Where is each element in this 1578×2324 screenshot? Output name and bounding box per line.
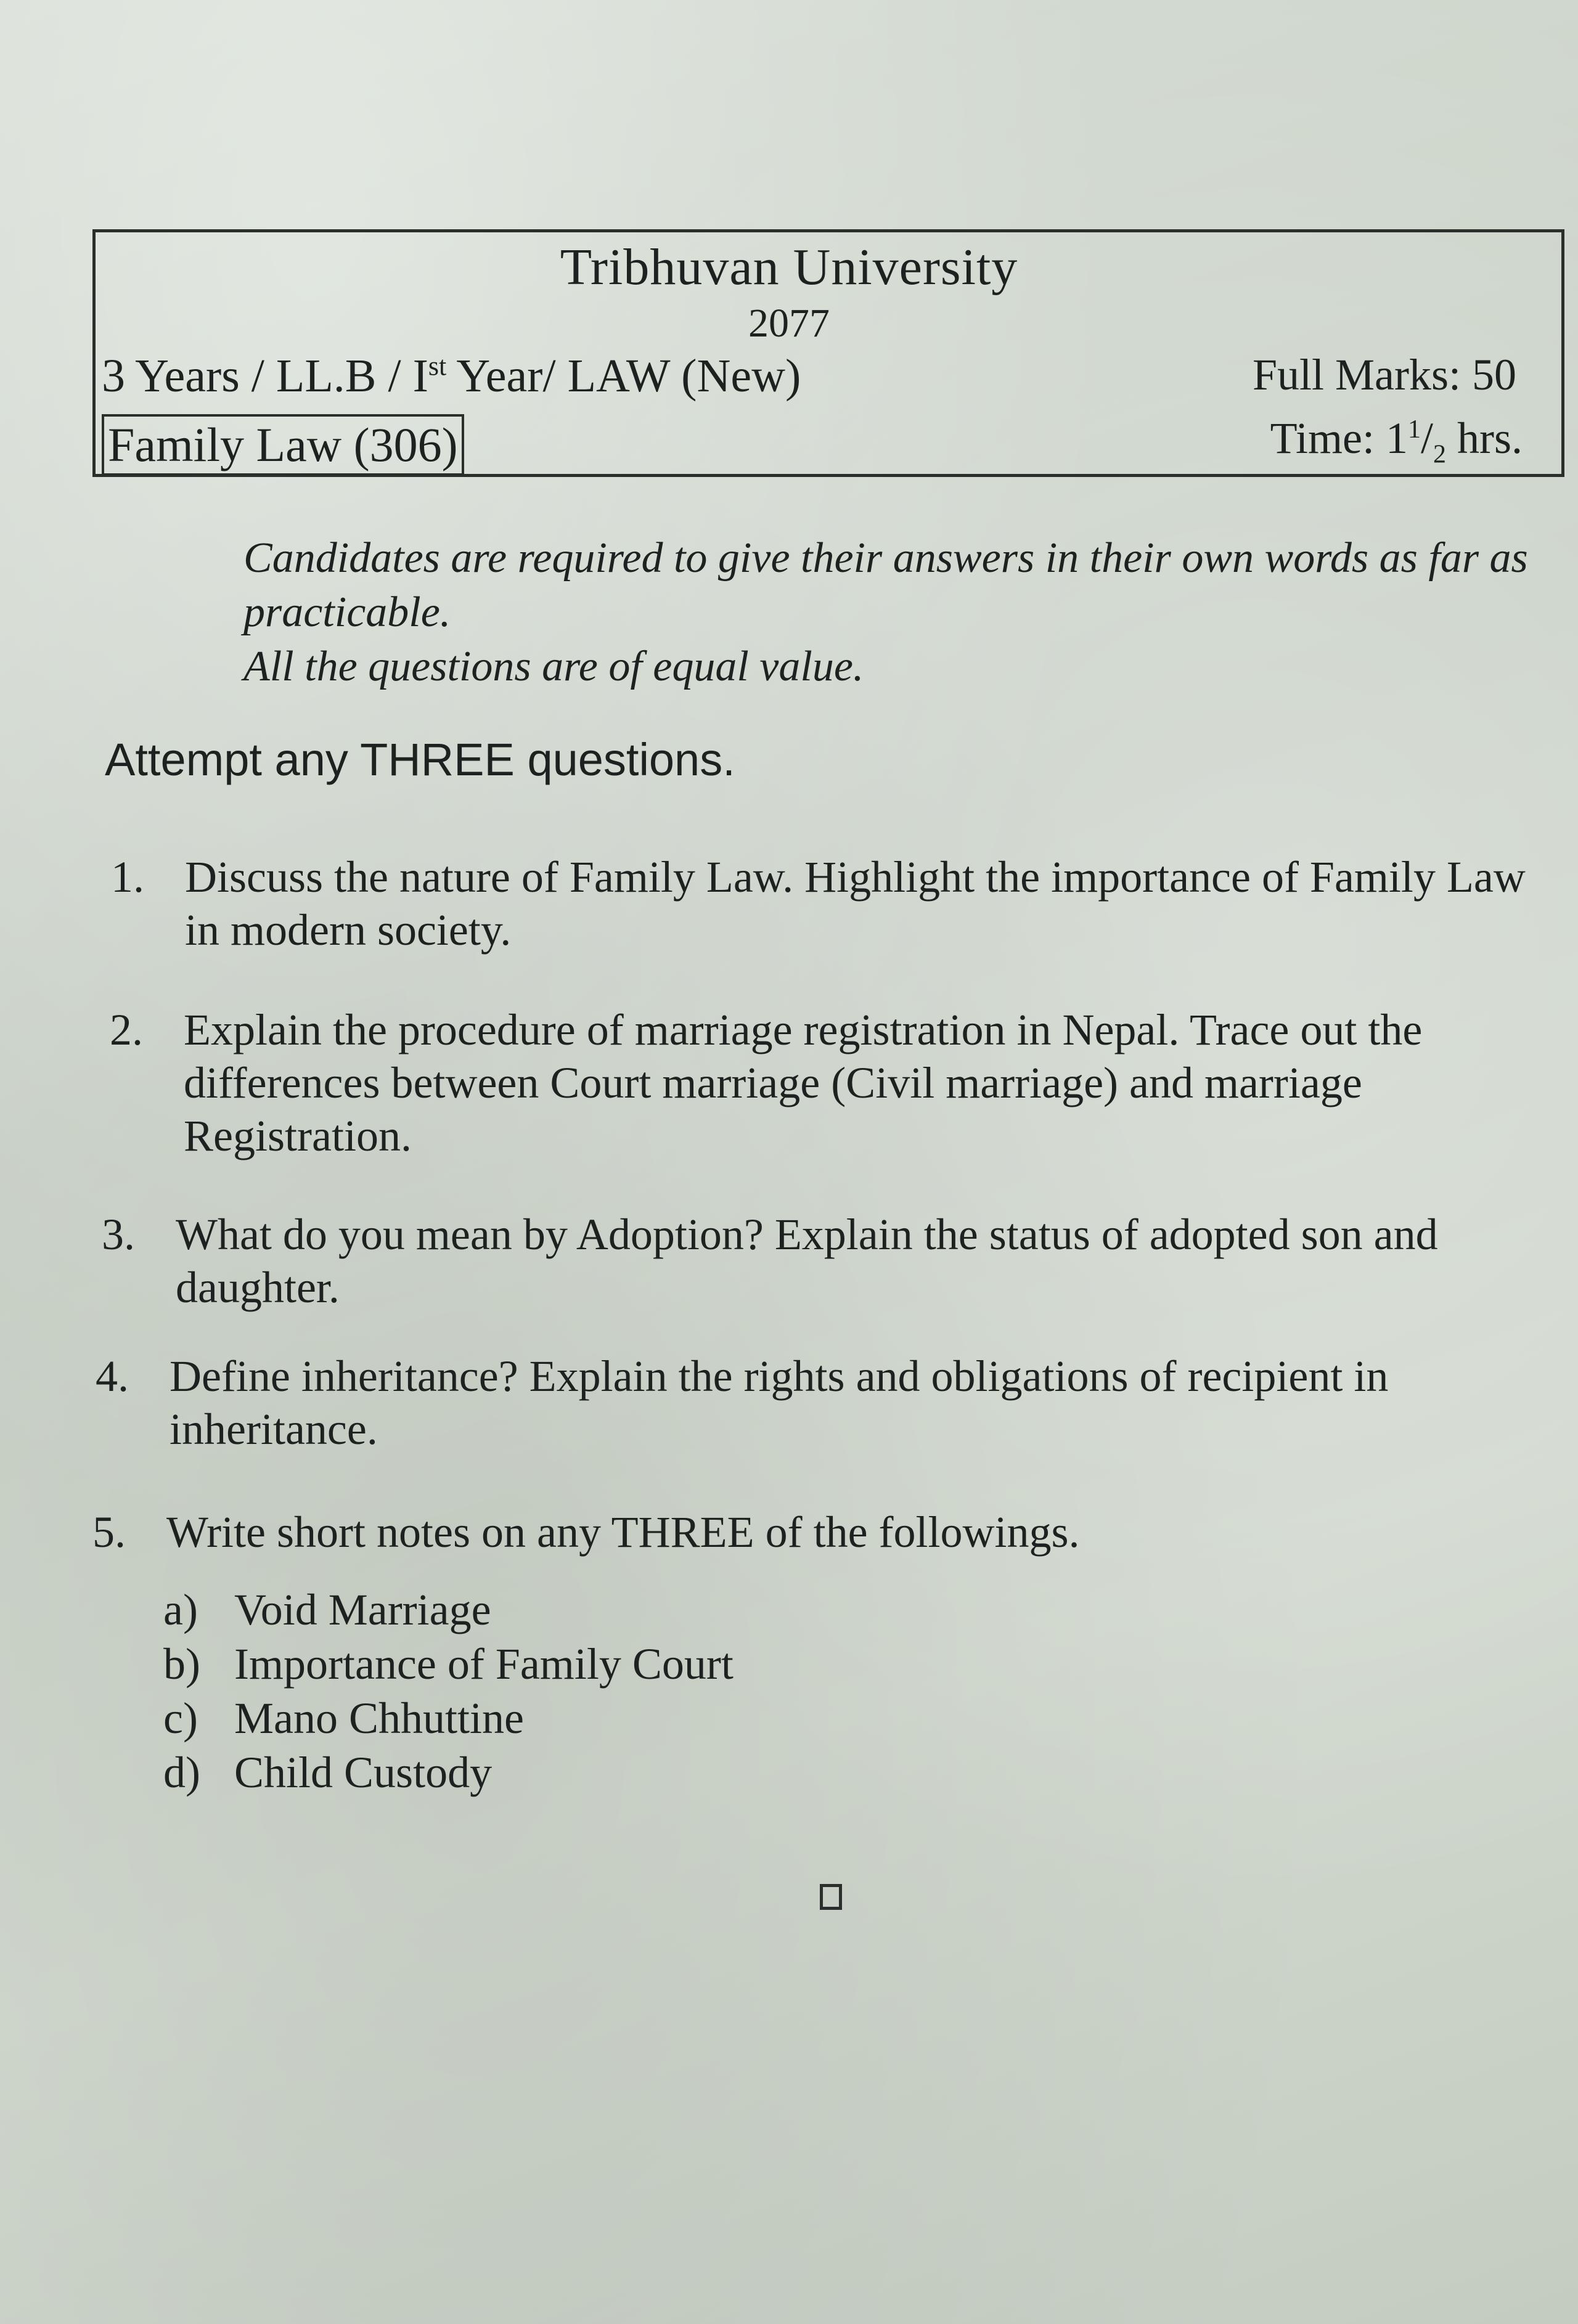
time-prefix: Time: 1	[1270, 414, 1408, 463]
course-title: Family Law (306)	[102, 414, 464, 476]
question-number: 3.	[102, 1210, 135, 1259]
end-mark-icon	[820, 1884, 842, 1910]
question-number: 2.	[110, 1005, 143, 1054]
item-letter: c)	[163, 1694, 198, 1743]
question-text: Write short notes on any THREE of the followings.	[166, 1507, 1080, 1557]
question-number: 1.	[111, 852, 144, 902]
list-item	[163, 1583, 734, 1637]
list-item	[163, 1637, 734, 1691]
time-allowed	[1270, 413, 1523, 469]
question-number: 5.	[92, 1507, 126, 1557]
time-suffix: hrs.	[1446, 414, 1523, 463]
item-text: Void Marriage	[234, 1585, 491, 1634]
item-text: Mano Chhuttine	[234, 1694, 524, 1743]
program-ordinal: st	[428, 351, 447, 381]
list-item	[163, 1691, 734, 1745]
time-numerator: 1	[1407, 415, 1421, 444]
question-text: What do you mean by Adoption? Explain the status of adopted son and daughter.	[176, 1210, 1438, 1312]
program-suffix: Year/ LAW (New)	[446, 350, 801, 402]
full-marks: Full Marks: 50	[1252, 350, 1516, 399]
attempt-instruction: Attempt any THREE questions.	[105, 734, 735, 785]
question-text: Discuss the nature of Family Law. Highlight the importance of Family Law in modern society.	[185, 852, 1526, 955]
question-number: 4.	[96, 1352, 129, 1401]
item-letter: a)	[163, 1585, 198, 1634]
list-item	[163, 1745, 734, 1800]
item-text: Importance of Family Court	[234, 1639, 734, 1689]
program-prefix: 3 Years / LL.B / I	[102, 350, 428, 402]
question-text: Define inheritance? Explain the rights and obligations of recipient in inheritance.	[170, 1352, 1389, 1454]
item-letter: d)	[163, 1748, 200, 1797]
instruction-line-2: All the questions are of equal value.	[243, 643, 864, 690]
instructions	[243, 531, 1538, 694]
program-line	[102, 349, 801, 403]
time-denominator: 2	[1433, 440, 1446, 469]
instruction-line-1: Candidates are required to give their answers in their own words as far as practicable.	[243, 534, 1528, 636]
time-slash: /	[1420, 414, 1433, 463]
item-letter: b)	[163, 1639, 200, 1689]
question-text: Explain the procedure of marriage registration in Nepal. Trace out the differences between Court marriage (Civil marriage) and marriage Registration.	[184, 1005, 1423, 1160]
exam-year: 2077	[748, 301, 830, 346]
item-text: Child Custody	[234, 1748, 493, 1797]
short-notes-list	[163, 1583, 734, 1800]
university-title: Tribhuvan University	[560, 239, 1018, 296]
